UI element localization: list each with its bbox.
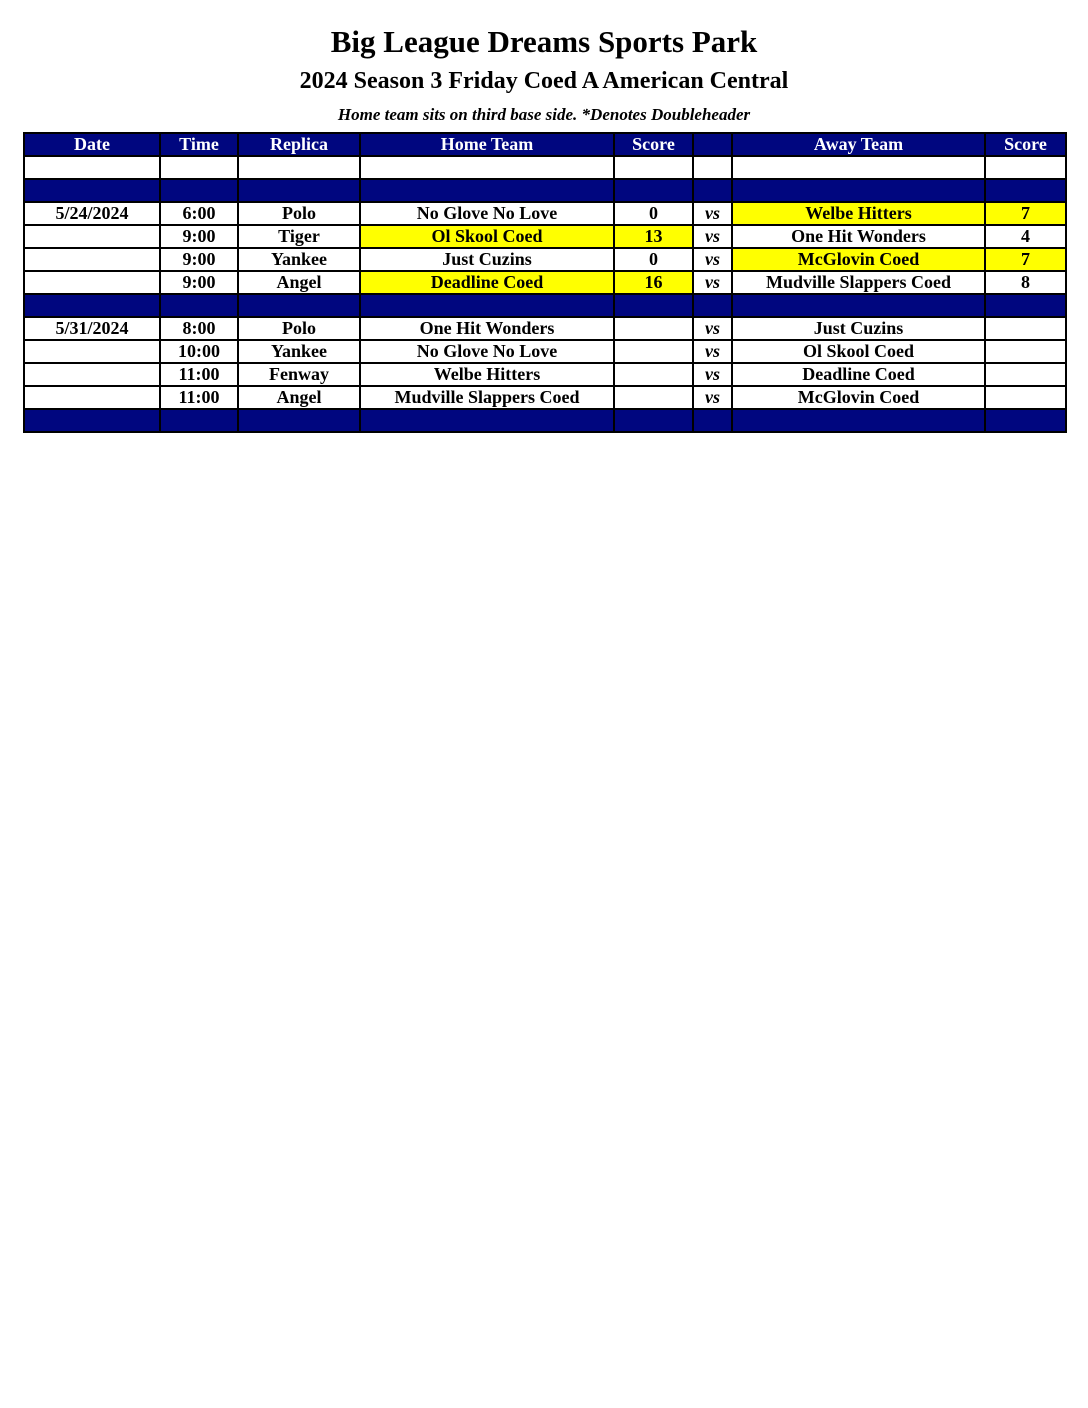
vs-cell: vs xyxy=(693,202,732,225)
home-score-cell: 13 xyxy=(614,225,693,248)
time-cell: 6:00 xyxy=(160,202,238,225)
home-score-cell: 0 xyxy=(614,202,693,225)
home-team-cell: No Glove No Love xyxy=(360,340,614,363)
date-cell xyxy=(24,271,160,294)
replica-cell: Yankee xyxy=(238,340,360,363)
replica-cell: Angel xyxy=(238,271,360,294)
away-score-cell xyxy=(985,294,1066,317)
table-row xyxy=(24,248,1066,271)
vs-cell: vs xyxy=(693,271,732,294)
date-cell xyxy=(24,340,160,363)
time-cell: 9:00 xyxy=(160,225,238,248)
replica-cell xyxy=(238,179,360,202)
table-row xyxy=(24,202,1066,225)
vs-cell: vs xyxy=(693,363,732,386)
away-team-cell: McGlovin Coed xyxy=(732,386,985,409)
time-cell: 11:00 xyxy=(160,363,238,386)
home-team-cell: Welbe Hitters xyxy=(360,363,614,386)
home-score-cell: 0 xyxy=(614,248,693,271)
date-cell: 5/24/2024 xyxy=(24,202,160,225)
away-team-cell xyxy=(732,179,985,202)
table-row xyxy=(24,271,1066,294)
vs-cell xyxy=(693,294,732,317)
home-team-cell: Mudville Slappers Coed xyxy=(360,386,614,409)
col-header-vs xyxy=(693,133,732,156)
col-header-away-score: Score xyxy=(985,133,1066,156)
time-cell: 9:00 xyxy=(160,248,238,271)
schedule-table xyxy=(23,132,1067,433)
blank-row xyxy=(24,156,1066,179)
away-score-cell xyxy=(985,409,1066,432)
home-team-cell xyxy=(360,294,614,317)
replica-cell xyxy=(238,156,360,179)
away-team-cell xyxy=(732,409,985,432)
time-cell xyxy=(160,409,238,432)
vs-cell xyxy=(693,179,732,202)
date-separator-row xyxy=(24,409,1066,432)
col-header-time: Time xyxy=(160,133,238,156)
home-team-cell xyxy=(360,409,614,432)
time-cell: 8:00 xyxy=(160,317,238,340)
away-score-cell xyxy=(985,363,1066,386)
time-cell: 10:00 xyxy=(160,340,238,363)
home-score-cell xyxy=(614,156,693,179)
away-score-cell: 8 xyxy=(985,271,1066,294)
table-row xyxy=(24,340,1066,363)
time-cell: 11:00 xyxy=(160,386,238,409)
date-cell xyxy=(24,386,160,409)
page-title: Big League Dreams Sports Park xyxy=(330,24,758,59)
vs-cell: vs xyxy=(693,340,732,363)
header-row xyxy=(24,133,1066,156)
home-team-cell: Ol Skool Coed xyxy=(360,225,614,248)
away-score-cell xyxy=(985,179,1066,202)
home-score-cell xyxy=(614,386,693,409)
away-team-cell: One Hit Wonders xyxy=(732,225,985,248)
date-cell xyxy=(24,225,160,248)
away-team-cell: Mudville Slappers Coed xyxy=(732,271,985,294)
replica-cell xyxy=(238,409,360,432)
replica-cell: Tiger xyxy=(238,225,360,248)
time-cell: 9:00 xyxy=(160,271,238,294)
home-score-cell xyxy=(614,340,693,363)
home-score-cell: 16 xyxy=(614,271,693,294)
away-team-cell: Just Cuzins xyxy=(732,317,985,340)
away-team-cell: Deadline Coed xyxy=(732,363,985,386)
date-cell: 5/31/2024 xyxy=(24,317,160,340)
home-score-cell xyxy=(614,363,693,386)
replica-cell: Polo xyxy=(238,202,360,225)
time-cell xyxy=(160,156,238,179)
away-score-cell xyxy=(985,386,1066,409)
col-header-home-score: Score xyxy=(614,133,693,156)
date-cell xyxy=(24,294,160,317)
home-score-cell xyxy=(614,317,693,340)
away-score-cell: 7 xyxy=(985,202,1066,225)
home-team-cell: Deadline Coed xyxy=(360,271,614,294)
away-team-cell: Ol Skool Coed xyxy=(732,340,985,363)
away-team-cell xyxy=(732,294,985,317)
home-team-cell: Just Cuzins xyxy=(360,248,614,271)
away-team-cell: McGlovin Coed xyxy=(732,248,985,271)
table-row xyxy=(24,363,1066,386)
table-row xyxy=(24,317,1066,340)
home-team-cell xyxy=(360,179,614,202)
time-cell xyxy=(160,294,238,317)
home-team-cell xyxy=(360,156,614,179)
home-score-cell xyxy=(614,294,693,317)
away-score-cell xyxy=(985,340,1066,363)
schedule-note: Home team sits on third base side. *Denotes Doubleheader xyxy=(337,105,751,124)
col-header-replica: Replica xyxy=(238,133,360,156)
away-score-cell xyxy=(985,317,1066,340)
away-score-cell xyxy=(985,156,1066,179)
home-team-cell: One Hit Wonders xyxy=(360,317,614,340)
col-header-date: Date xyxy=(24,133,160,156)
vs-cell: vs xyxy=(693,248,732,271)
replica-cell: Fenway xyxy=(238,363,360,386)
replica-cell: Angel xyxy=(238,386,360,409)
replica-cell: Polo xyxy=(238,317,360,340)
vs-cell: vs xyxy=(693,225,732,248)
vs-cell: vs xyxy=(693,386,732,409)
date-separator-row xyxy=(24,294,1066,317)
date-cell xyxy=(24,409,160,432)
replica-cell xyxy=(238,294,360,317)
vs-cell xyxy=(693,156,732,179)
time-cell xyxy=(160,179,238,202)
away-score-cell: 4 xyxy=(985,225,1066,248)
col-header-home-team: Home Team xyxy=(360,133,614,156)
away-team-cell: Welbe Hitters xyxy=(732,202,985,225)
date-cell xyxy=(24,179,160,202)
vs-cell xyxy=(693,409,732,432)
table-row xyxy=(24,225,1066,248)
date-cell xyxy=(24,363,160,386)
date-separator-row xyxy=(24,179,1066,202)
home-score-cell xyxy=(614,179,693,202)
away-score-cell: 7 xyxy=(985,248,1066,271)
vs-cell: vs xyxy=(693,317,732,340)
date-cell xyxy=(24,156,160,179)
col-header-away-team: Away Team xyxy=(732,133,985,156)
away-team-cell xyxy=(732,156,985,179)
date-cell xyxy=(24,248,160,271)
home-team-cell: No Glove No Love xyxy=(360,202,614,225)
page-subtitle: 2024 Season 3 Friday Coed A American Central xyxy=(299,68,789,94)
table-row xyxy=(24,386,1066,409)
home-score-cell xyxy=(614,409,693,432)
replica-cell: Yankee xyxy=(238,248,360,271)
